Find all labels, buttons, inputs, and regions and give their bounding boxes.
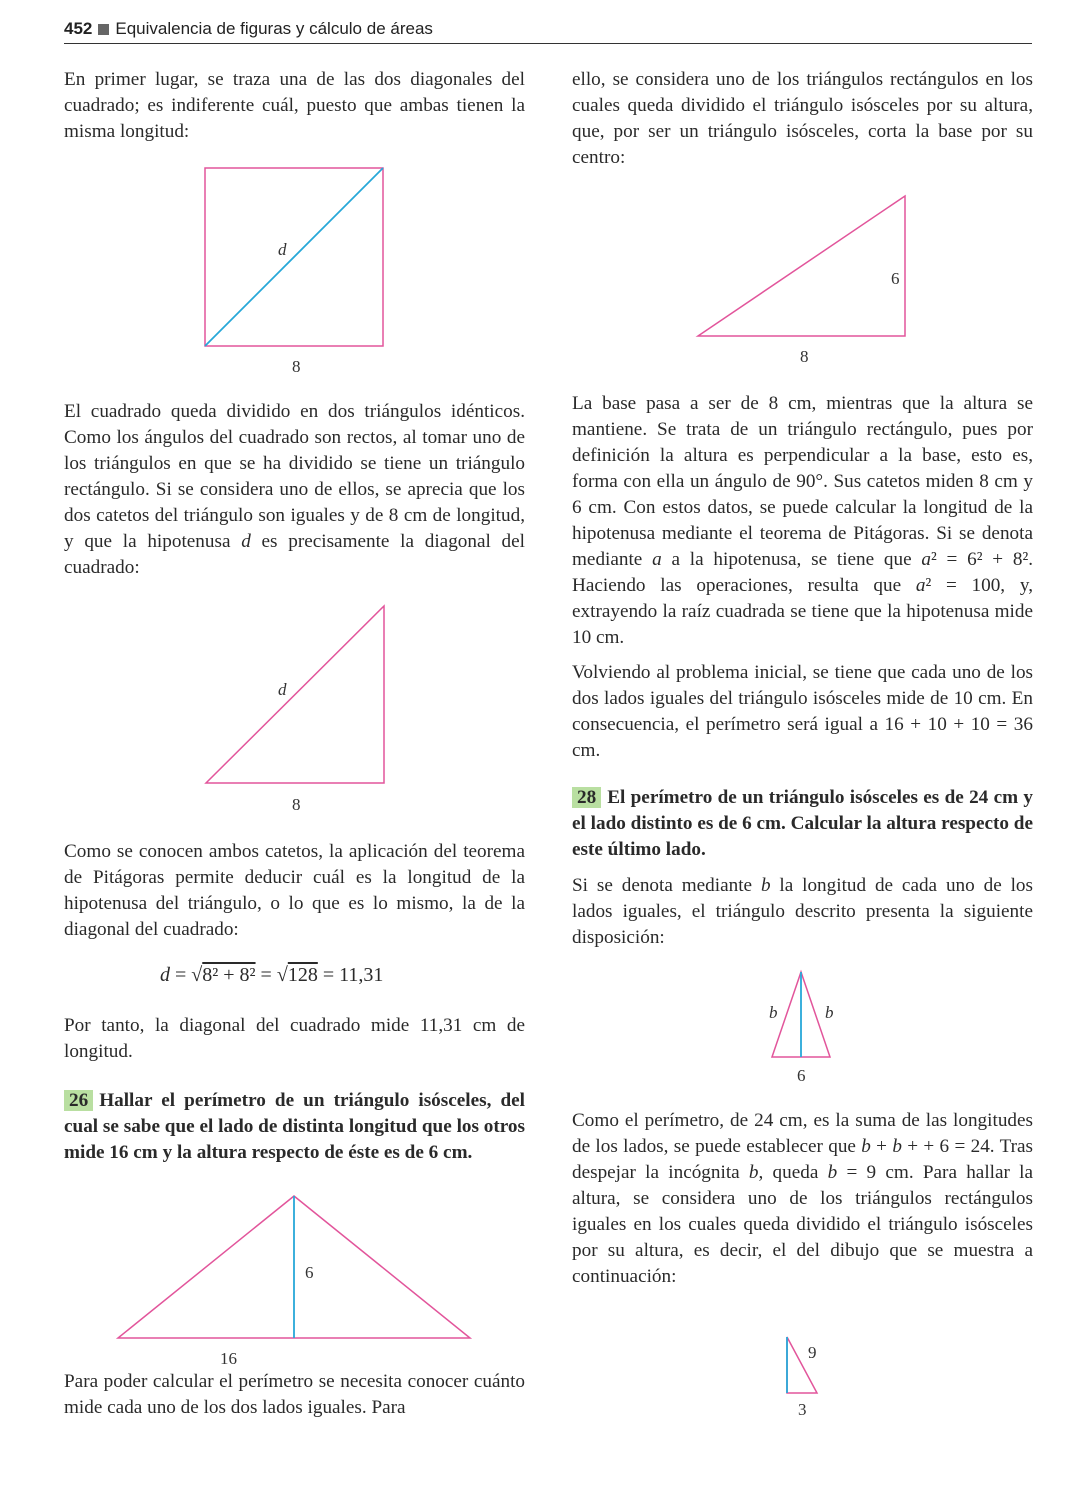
right-triangle-shape	[206, 606, 384, 783]
diagonal-line	[205, 168, 383, 346]
paragraph-square-divided: El cuadrado queda dividido en dos triángulos idénticos. Como los ángulos del cuadrado son rectos, al tomar uno de los triángulos en que se ha dividido se tiene un triángulo rectángulo. Si se considera uno de ellos, se aprecia que los dos catetos del triángulo son iguales y de 8 cm de longitud, y que la hipotenusa d es precisamente la diagonal del cuadrado:	[64, 401, 525, 578]
hypotenuse-label: d	[278, 680, 287, 699]
paragraph-find-height: Como el perímetro, de 24 cm, es la suma de las longitudes de los lados, se puede establecer que b + b + + 6 = 24. Tras despejar la incógnita b, queda b = 9 cm. Para hallar la altura, se considera uno de los triángulos rectángulos iguales en los cuales queda dividido el triángulo isósceles por su altura, es decir, el del dibujo que se muestra a continuación:	[572, 1110, 1033, 1287]
base-label: 8	[292, 795, 301, 814]
paragraph-right-triangle-intro: ello, se considera uno de los triángulos rectángulos en los cuales queda dividido el triángulo isósceles por su altura, que, por ser un triángulo isósceles, corta la base por su centro:	[572, 69, 1033, 168]
problem-number-badge: 28	[572, 787, 601, 808]
right-triangle-shape	[698, 196, 905, 336]
base-label: 16	[220, 1349, 237, 1368]
height-label: 6	[305, 1263, 314, 1282]
paragraph-denote-b: Si se denota mediante b la longitud de cada uno de los lados iguales, el triángulo descrito presenta la siguiente disposición:	[572, 875, 1033, 948]
base-label: 3	[798, 1400, 807, 1419]
formula-diagonal: d = √8² + 8² = √128 = 11,31	[160, 964, 384, 986]
paragraph-diagonal-intro: En primer lugar, se traza una de las dos diagonales del cuadrado; es indiferente cuál, puesto que ambas tienen la misma longitud:	[64, 69, 525, 142]
paragraph-diagonal-result: Por tanto, la diagonal del cuadrado mide 11,31 cm de longitud.	[64, 1015, 525, 1062]
figure-isosceles-16	[110, 1190, 480, 1370]
figure-right-triangle-6-8	[690, 190, 920, 370]
left-side-label: b	[769, 1003, 778, 1022]
paragraph-hypotenuse-calc: La base pasa a ser de 8 cm, mientras que la altura se mantiene. Se trata de un triángulo rectángulo, pues por definición la altura es perpendicular a la base, esto es, forma con ella un ángulo de 90°. Sus catetos miden 8 cm y 6 cm. Con estos datos, se puede calcular la longitud de la hipotenusa mediante el teorema de Pitágoras. Si se denota mediante a a la hipotenusa, se tiene que a² = 6² + 8². Haciendo las operaciones, resulta que a² = 100, y, extrayendo la raíz cuadrada se tiene que la hipotenusa mide 10 cm.	[572, 393, 1033, 648]
side-label: 8	[292, 357, 301, 376]
paragraph-perimeter-need: Para poder calcular el perímetro se necesita conocer cuánto mide cada uno de los dos lados iguales. Para	[64, 1371, 525, 1418]
problem-26	[64, 1088, 525, 1166]
figure-square-diagonal	[190, 160, 400, 375]
page-number: 452	[64, 19, 93, 38]
base-label: 6	[797, 1066, 806, 1085]
problem-28	[572, 785, 1033, 863]
figure-right-triangle-9-3	[780, 1330, 840, 1430]
hypotenuse-label: 9	[808, 1343, 817, 1362]
running-header	[64, 19, 1032, 44]
figure-right-triangle-d	[200, 600, 400, 820]
square-bullet-icon	[98, 24, 109, 35]
base-label: 8	[800, 347, 809, 366]
paragraph-pythagoras: Como se conocen ambos catetos, la aplicación del teorema de Pitágoras permite deducir cuál es la longitud de la hipotenusa del triángulo, o lo que es lo mismo, la de la diagonal del cuadrado:	[64, 841, 525, 940]
height-label: 6	[891, 269, 900, 288]
chapter-title: Equivalencia de figuras y cálculo de áreas	[115, 19, 433, 38]
problem-26-statement: Hallar el perímetro de un triángulo isósceles, del cual se sabe que el lado de distinta longitud que los otros mide 16 cm y la altura respecto de éste es de 6 cm.	[64, 1090, 525, 1163]
problem-number-badge: 26	[64, 1090, 93, 1111]
figure-isosceles-b	[760, 965, 850, 1085]
right-side-label: b	[825, 1003, 834, 1022]
diagonal-label: d	[278, 240, 287, 259]
paragraph-perimeter-result: Volviendo al problema inicial, se tiene que cada uno de los dos lados iguales del triángulo isósceles mide de 10 cm. En consecuencia, el perímetro será igual a 16 + 10 + 10 = 36 cm.	[572, 662, 1033, 761]
problem-28-statement: El perímetro de un triángulo isósceles es de 24 cm y el lado distinto es de 6 cm. Calcular la altura respecto de este último lado.	[572, 787, 1033, 860]
